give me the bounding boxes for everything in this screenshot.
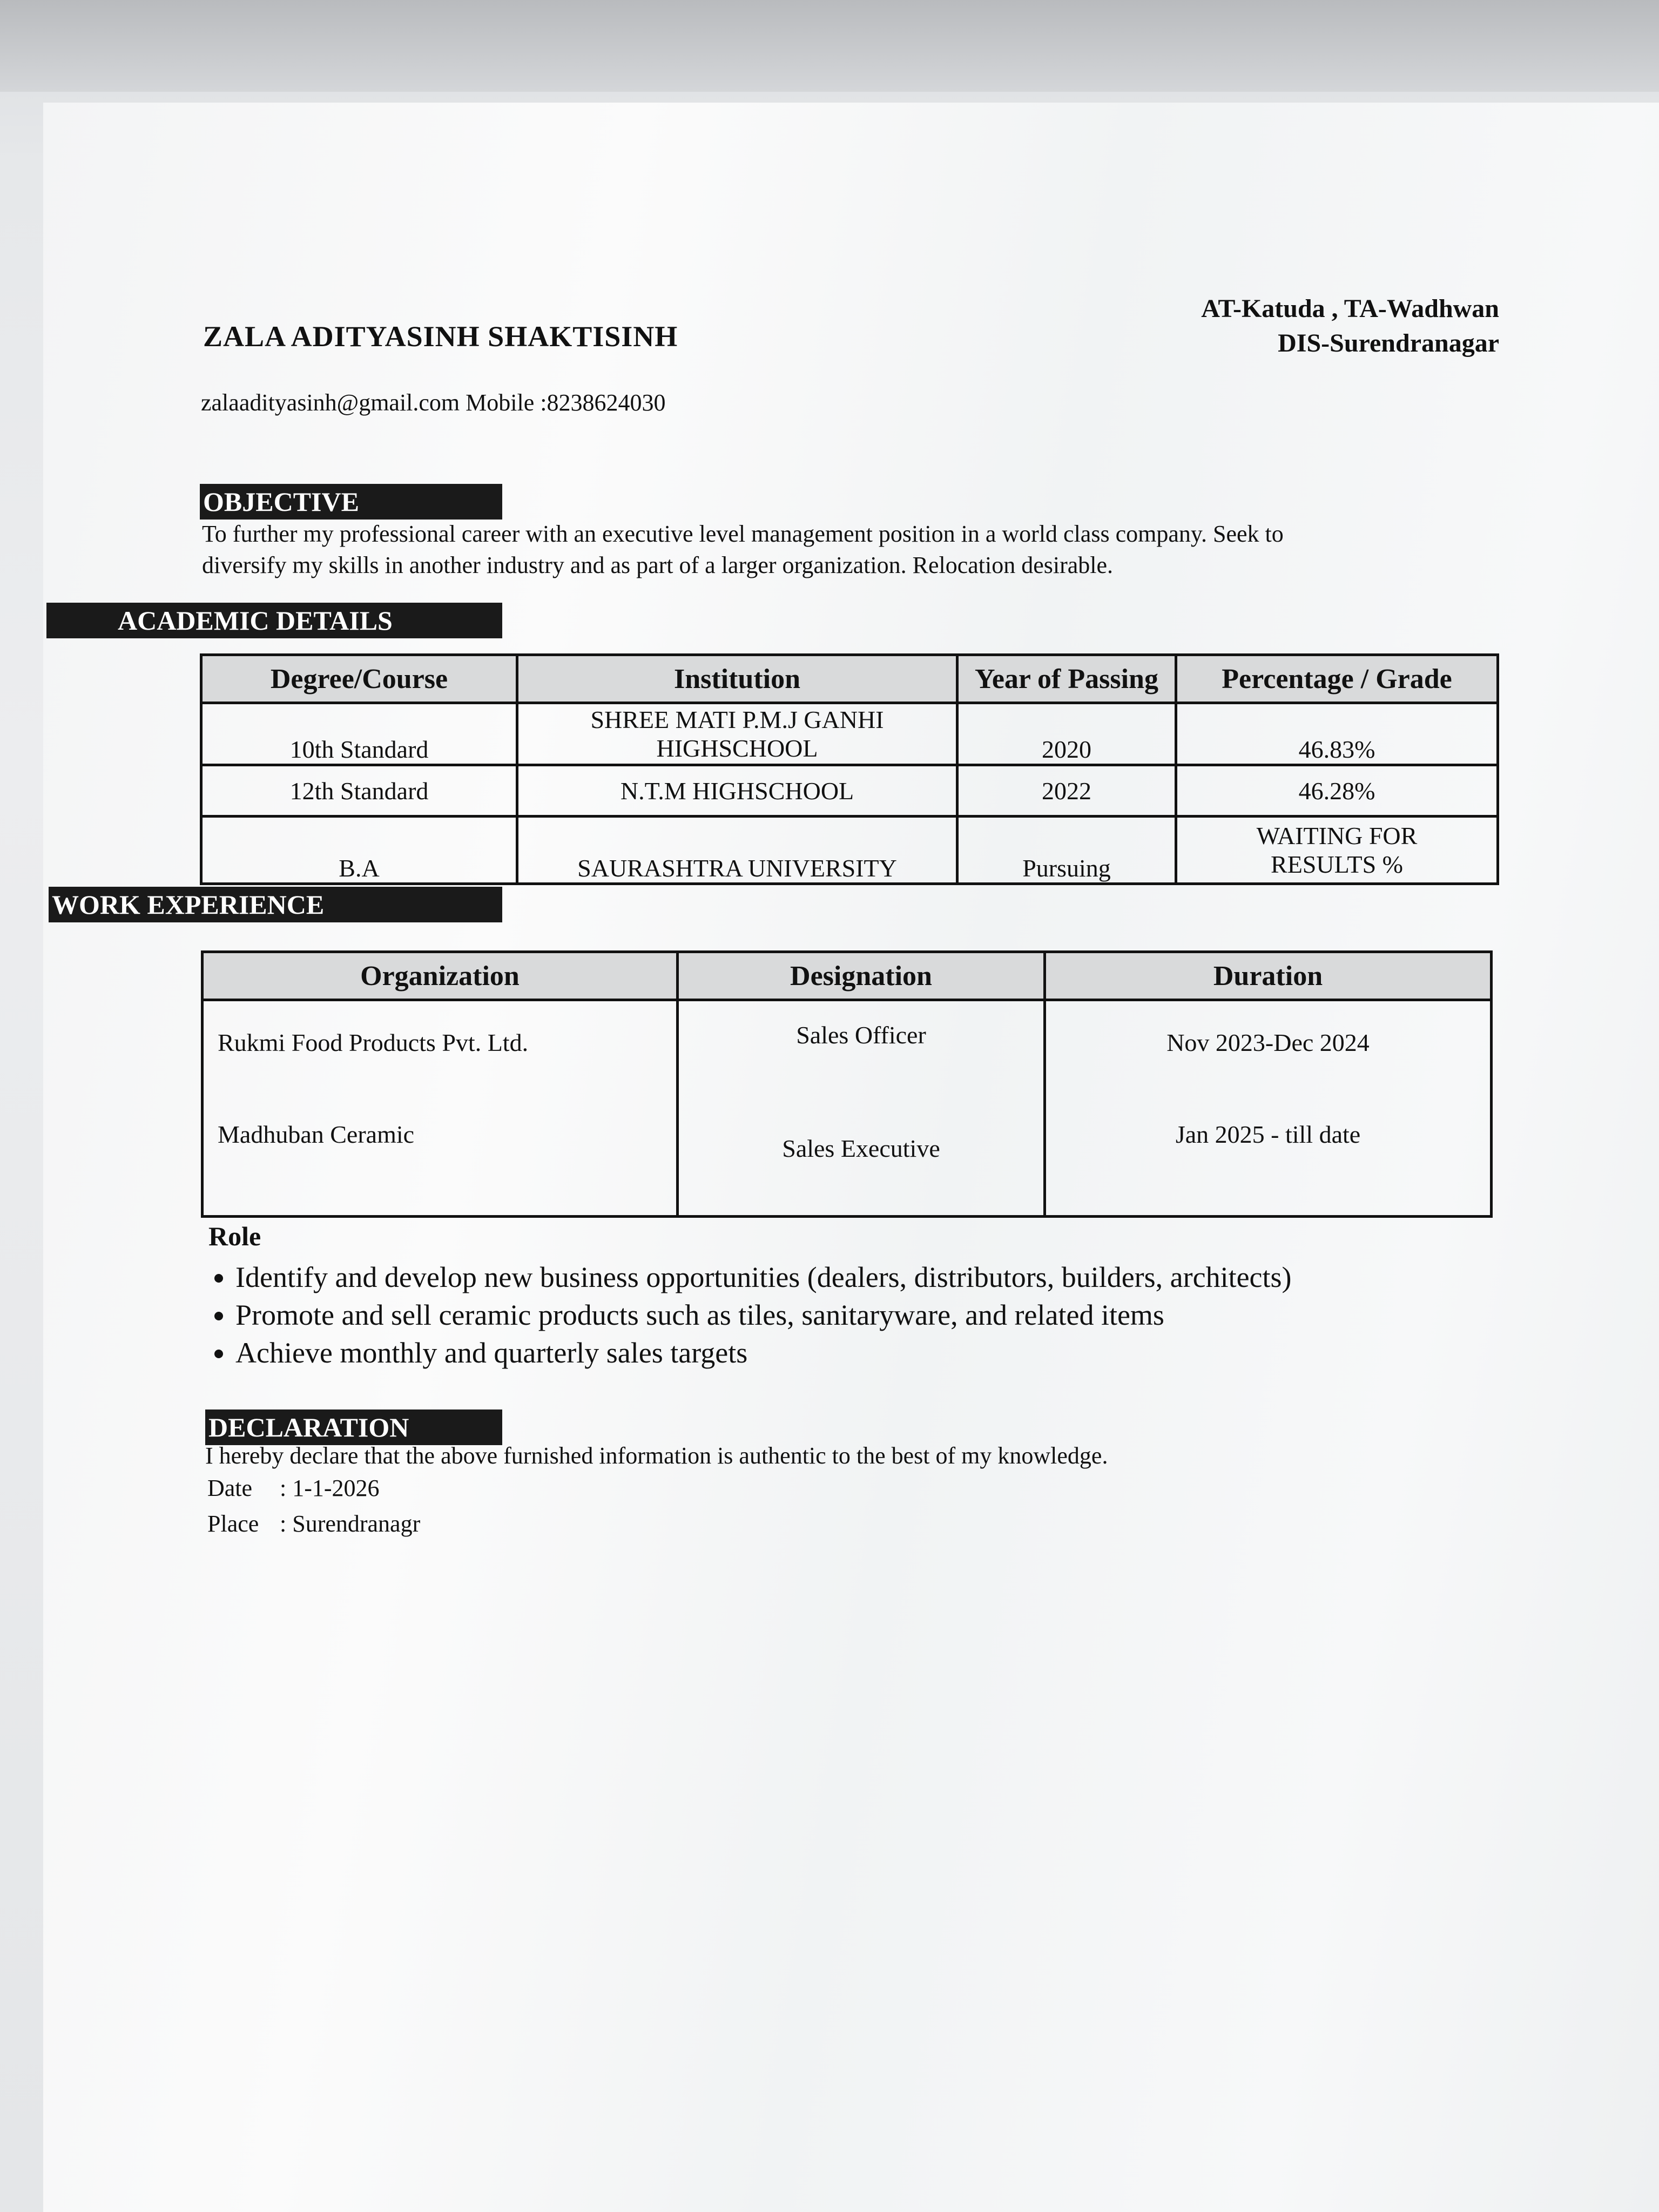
col-degree: Degree/Course [201, 655, 517, 703]
institution-line: HIGHSCHOOL [656, 734, 818, 762]
col-grade: Percentage / Grade [1176, 655, 1498, 703]
institution-cell: N.T.M HIGHSCHOOL [517, 765, 957, 817]
institution-cell [517, 703, 957, 765]
col-institution: Institution [517, 655, 957, 703]
designation-cell: Sales Officer [678, 1000, 1045, 1110]
place-label: Place [207, 1510, 259, 1537]
grade-cell: 46.83% [1176, 703, 1498, 765]
grade-cell: 46.28% [1176, 765, 1498, 817]
objective-text [202, 518, 1466, 581]
work-header-row [203, 952, 1492, 1000]
table-row [203, 1109, 1492, 1217]
col-organization: Organization [203, 952, 678, 1000]
place-line [207, 1510, 420, 1537]
degree-cell: B.A [201, 817, 517, 884]
role-list [205, 1258, 1292, 1372]
date-value: : 1-1-2026 [280, 1475, 380, 1501]
duration-cell: Jan 2025 - till date [1045, 1109, 1492, 1217]
address-line-2: DIS-Surendranagar [1278, 329, 1499, 358]
year-cell: 2022 [957, 765, 1176, 817]
date-label: Date [207, 1475, 253, 1501]
grade-line: RESULTS % [1271, 851, 1403, 878]
degree-cell: 12th Standard [201, 765, 517, 817]
candidate-name: ZALA ADITYASINH SHAKTISINH [203, 320, 678, 353]
table-row [201, 765, 1498, 817]
work-table [201, 950, 1493, 1218]
list-item: • Identify and develop new business opportunities (dealers, distributors, builders, architects) [235, 1258, 1292, 1296]
objective-line-2: diversify my skills in another industry and as part of a larger organization. Relocation desirable. [202, 552, 1114, 578]
list-item: • Promote and sell ceramic products such as tiles, sanitaryware, and related items [235, 1296, 1292, 1334]
degree-cell: 10th Standard [201, 703, 517, 765]
academic-table [200, 653, 1499, 885]
organization-cell: Rukmi Food Products Pvt. Ltd. [203, 1000, 678, 1110]
role-heading: Role [208, 1221, 261, 1251]
year-cell: 2020 [957, 703, 1176, 765]
declaration-text: I hereby declare that the above furnished information is authentic to the best of my knowledge. [205, 1442, 1108, 1469]
academic-header-row [201, 655, 1498, 703]
grade-cell [1176, 817, 1498, 884]
contact-line: zalaadityasinh@gmail.com Mobile :8238624030 [201, 389, 666, 416]
work-experience-heading: WORK EXPERIENCE [49, 887, 502, 922]
grade-line: WAITING FOR [1256, 822, 1418, 849]
duration-cell: Nov 2023-Dec 2024 [1045, 1000, 1492, 1110]
organization-cell: Madhuban Ceramic [203, 1109, 678, 1217]
address-block [1201, 292, 1499, 361]
year-cell: Pursuing [957, 817, 1176, 884]
col-designation: Designation [678, 952, 1045, 1000]
table-row [203, 1000, 1492, 1110]
table-row [201, 703, 1498, 765]
designation-cell: Sales Executive [678, 1109, 1045, 1217]
col-year: Year of Passing [957, 655, 1176, 703]
table-row [201, 817, 1498, 884]
address-line-1: AT-Katuda , TA-Wadhwan [1201, 294, 1499, 323]
objective-line-1: To further my professional career with an executive level management position in a world class company. Seek to [202, 521, 1284, 547]
objective-heading: OBJECTIVE [200, 484, 502, 520]
list-item: • Achieve monthly and quarterly sales targets [235, 1334, 1292, 1372]
academic-heading: ACADEMIC DETAILS [46, 603, 502, 638]
institution-cell: SAURASHTRA UNIVERSITY [517, 817, 957, 884]
date-line [207, 1474, 380, 1502]
declaration-heading: DECLARATION [205, 1410, 502, 1445]
institution-line: SHREE MATI P.M.J GANHI [590, 706, 884, 733]
col-duration: Duration [1045, 952, 1492, 1000]
place-value: : Surendranagr [280, 1510, 421, 1537]
background-top-band [0, 0, 1659, 92]
